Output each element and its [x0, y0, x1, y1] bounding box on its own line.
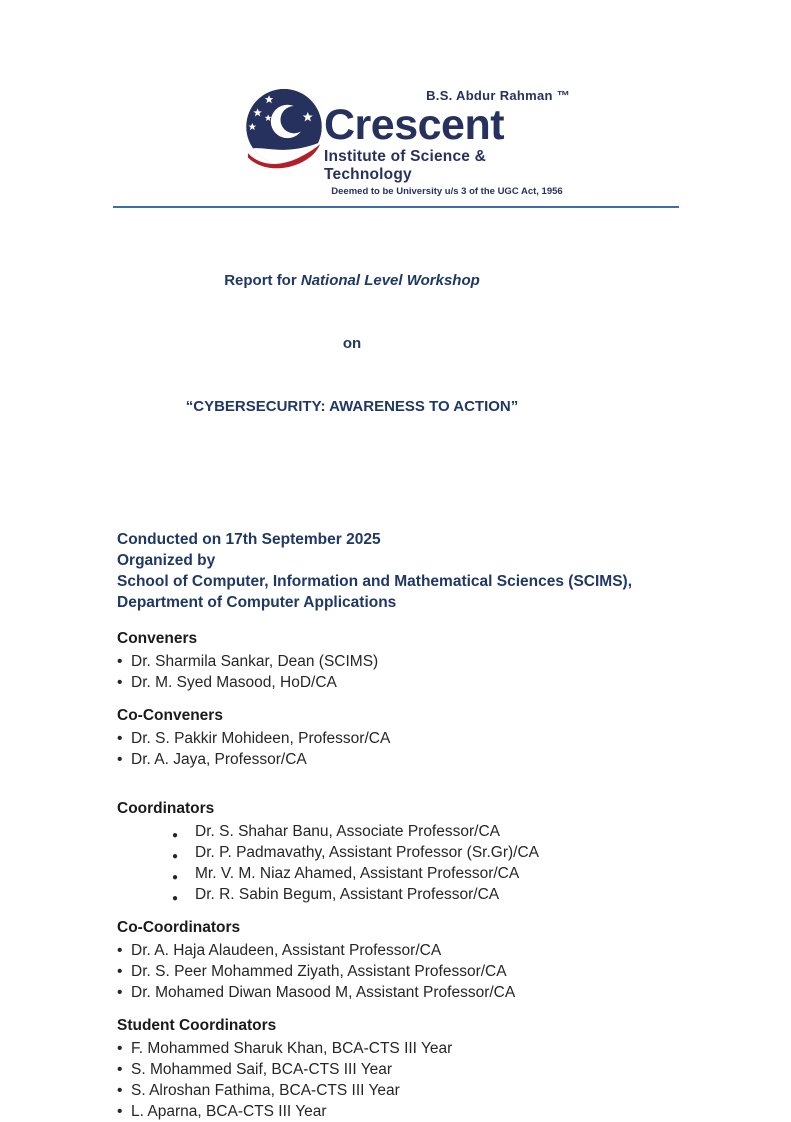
- section-list: [117, 821, 791, 905]
- section-conveners: [117, 630, 791, 693]
- list-item: • Dr. A. Jaya, Professor/CA: [117, 749, 791, 770]
- list-item: ● Mr. V. M. Niaz Ahamed, Assistant Professor/CA: [117, 863, 791, 884]
- event-details: [117, 529, 791, 613]
- header-divider: [113, 206, 679, 208]
- logo-deemed-text: Deemed to be University u/s 3 of the UGC Act, 1956: [331, 186, 563, 197]
- school-line: School of Computer, Information and Mathematical Sciences (SCIMS),: [117, 573, 633, 590]
- list-item: ● Dr. R. Sabin Begum, Assistant Professor/CA: [117, 884, 791, 905]
- conducted-on-line: Conducted on 17th September 2025: [117, 531, 381, 548]
- section-heading: Co-Conveners: [117, 707, 223, 724]
- report-page: [0, 88, 791, 1120]
- logo-trademark: B.S. Abdur Rahman ™: [426, 88, 570, 103]
- institute-logo: [240, 88, 791, 197]
- list-item: • Dr. S. Pakkir Mohideen, Professor/CA: [117, 728, 791, 749]
- report-title-prefix: Report for: [224, 272, 301, 289]
- section-list: [117, 940, 791, 1003]
- list-item: ● Dr. P. Padmavathy, Assistant Professor (Sr.Gr)/CA: [117, 842, 791, 863]
- crescent-emblem-icon: [240, 88, 328, 176]
- logo-text-block: [324, 88, 570, 197]
- report-title-line3: “CYBERSECURITY: AWARENESS TO ACTION”: [185, 398, 519, 415]
- list-item: • Dr. Sharmila Sankar, Dean (SCIMS): [117, 651, 791, 672]
- section-co-coordinators: [117, 919, 791, 1003]
- section-student-coordinators: [117, 1017, 791, 1122]
- list-item: • L. Aparna, BCA-CTS III Year: [117, 1101, 791, 1122]
- logo-name: Crescent: [324, 101, 505, 149]
- list-item: • Dr. S. Peer Mohammed Ziyath, Assistant Professor/CA: [117, 961, 791, 982]
- section-heading: Co-Coordinators: [117, 919, 241, 936]
- list-item: ● Dr. S. Shahar Banu, Associate Professor/CA: [117, 821, 791, 842]
- list-item: • Dr. Mohamed Diwan Masood M, Assistant Professor/CA: [117, 982, 791, 1003]
- section-heading: Conveners: [117, 630, 198, 647]
- section-list: [117, 651, 791, 693]
- list-item: • Dr. M. Syed Masood, HoD/CA: [117, 672, 791, 693]
- list-item: • S. Alroshan Fathima, BCA-CTS III Year: [117, 1080, 791, 1101]
- organized-by-line: Organized by: [117, 552, 216, 569]
- section-heading: Student Coordinators: [117, 1017, 277, 1034]
- list-item: • F. Mohammed Sharuk Khan, BCA-CTS III Year: [117, 1038, 791, 1059]
- list-item: • S. Mohammed Saif, BCA-CTS III Year: [117, 1059, 791, 1080]
- section-co-conveners: [117, 707, 791, 770]
- sections: [117, 630, 791, 1122]
- section-coordinators: [117, 800, 791, 905]
- report-title-line2: on: [342, 335, 362, 352]
- report-title: [117, 228, 587, 459]
- workshop-name: National Level Workshop: [300, 272, 480, 289]
- section-list: [117, 728, 791, 770]
- report-title-line1: [117, 270, 587, 291]
- list-item: • Dr. A. Haja Alaudeen, Assistant Professor/CA: [117, 940, 791, 961]
- section-list: [117, 1038, 791, 1122]
- section-heading: Coordinators: [117, 800, 215, 817]
- logo-tagline: Institute of Science & Technology: [324, 148, 487, 183]
- department-line: Department of Computer Applications: [117, 594, 397, 611]
